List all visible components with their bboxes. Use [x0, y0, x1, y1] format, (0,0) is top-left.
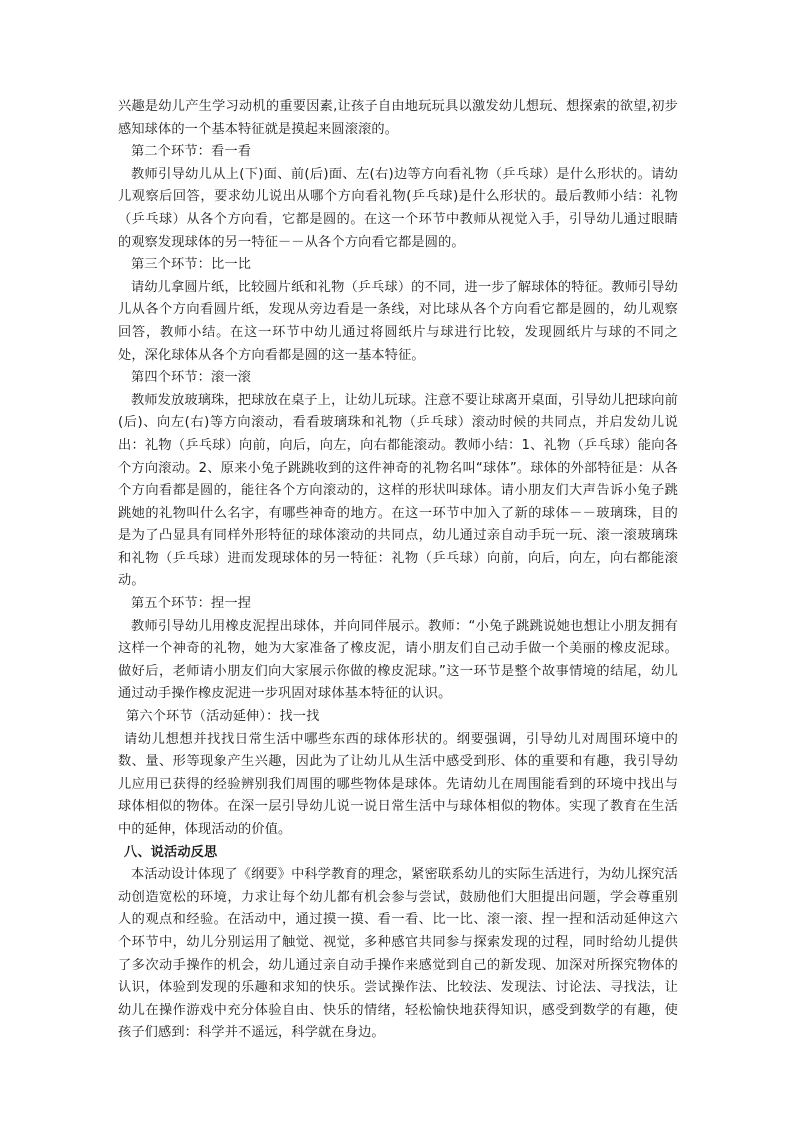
document-page — [118, 96, 678, 1045]
section-body-find: 请幼儿想想并找找日常生活中哪些东西的球体形状的。纲要强调，引导幼儿对周围环境中的数、量、形等现象产生兴趣，因此为了让幼儿从生活中感受到形、体的重要和有趣，我引导幼儿应用已获得的经验辨别我们周围的哪些物体是球体。先请幼儿在周围能看到的环境中找出与球体相似的物体。在深一层引导幼儿说一说日常生活中与球体相似的物体。实现了教育在生活中的延伸，体现活动的价值。 — [118, 731, 678, 837]
section-body-knead: 教师引导幼儿用橡皮泥捏出球体，并向同伴展示。教师：“小兔子跳跳说她也想让小朋友拥有这样一个神奇的礼物，她为大家准备了橡皮泥，请小朋友们自己动手做一个美丽的橡皮泥球。做好后，老师请小朋友们向大家展示你做的橡皮泥球。”这一环节是整个故事情境的结尾，幼儿通过动手操作橡皮泥进一步巩固对球体基本特征的认识。 — [118, 618, 678, 702]
section-heading-knead: 第五个环节：捏一捏 — [131, 596, 252, 612]
section-body-roll: 教师发放玻璃珠，把球放在桌子上，让幼儿玩球。注意不要让球离开桌面，引导幼儿把球向前(后)、向左(右)等方向滚动，看看玻璃珠和礼物（乒乓球）滚动时候的共同点，并启发幼儿说出：礼物（乒乓球）向前，向后，向左，向右都能滚动。教师小结：1、礼物（乒乓球）能向各个方向滚动。2、原来小兔子跳跳收到的这件神奇的礼物名叫“球体”。球体的外部特征是：从各个方向看都是圆的，能往各个方向滚动的，这样的形状叫球体。请小朋友们大声告诉小兔子跳跳她的礼物叫什么名字，有哪些神奇的地方。在这一环节中加入了新的球体－－玻璃珠，目的是为了凸显具有同样外形特征的球体滚动的共同点，幼儿通过亲自动手玩一玩、滚一滚玻璃珠和礼物（乒乓球）进而发现球体的另一特征：礼物（乒乓球）向前，向后，向左，向右都能滚动。 — [118, 392, 678, 589]
intro-paragraph: 兴趣是幼儿产生学习动机的重要因素,让孩子自由地玩玩具以激发幼儿想玩、想探索的欲望,初步感知球体的一个基本特征就是摸起来圆滚滚的。 — [118, 99, 678, 137]
section-heading-compare: 第三个环节：比一比 — [131, 257, 252, 273]
section-body-look: 教师引导幼儿从上(下)面、前(后)面、左(右)边等方向看礼物（乒乓球）是什么形状的。请幼儿观察后回答，要求幼儿说出从哪个方向看礼物(乒乓球)是什么形状的。最后教师小结：礼物（乒乓球）从各个方向看，它都是圆的。在这一个环节中教师从视觉入手，引导幼儿通过眼睛的观察发现球体的另一特征－－从各个方向看它都是圆的。 — [118, 166, 678, 250]
section-heading-look: 第二个环节：看一看 — [131, 144, 252, 160]
section-heading-find: 第六个环节（活动延伸）：找一找 — [126, 709, 320, 725]
section-body-compare: 请幼儿拿圆片纸，比较圆片纸和礼物（乒乓球）的不同，进一步了解球体的特征。教师引导幼儿从各个方向看圆片纸，发现从旁边看是一条线，对比球从各个方向看它都是圆的，幼儿观察回答，教师小结。在这一环节中幼儿通过将圆纸片与球进行比较，发现圆纸片与球的不同之处，深化球体从各个方向看都是圆的这一基本特征。 — [118, 279, 678, 363]
section-body-reflection: 本活动设计体现了《纲要》中科学教育的理念，紧密联系幼儿的实际生活进行，为幼儿探究活动创造宽松的环境，力求让每个幼儿都有机会参与尝试，鼓励他们大胆提出问题，学会尊重别人的观点和经验。在活动中，通过摸一摸、看一看、比一比、滚一滚、捏一捏和活动延伸这六个环节中，幼儿分别运用了触觉、视觉，多种感官共同参与探索发现的过程，同时给幼儿提供了多次动手操作的机会，幼儿通过亲自动手操作来感觉到自己的新发现、加深对所探究物体的认识，体验到发现的乐趣和求知的快乐。尝试操作法、比较法、发现法、讨论法、寻找法，让幼儿在操作游戏中充分体验自由、快乐的情绪，轻松愉快地获得知识，感受到数学的有趣，使孩子们感到：科学并不遥远，科学就在身边。 — [118, 867, 678, 1041]
section-heading-reflection: 八、说活动反思 — [124, 844, 218, 860]
section-heading-roll: 第四个环节：滚一滚 — [131, 370, 252, 386]
